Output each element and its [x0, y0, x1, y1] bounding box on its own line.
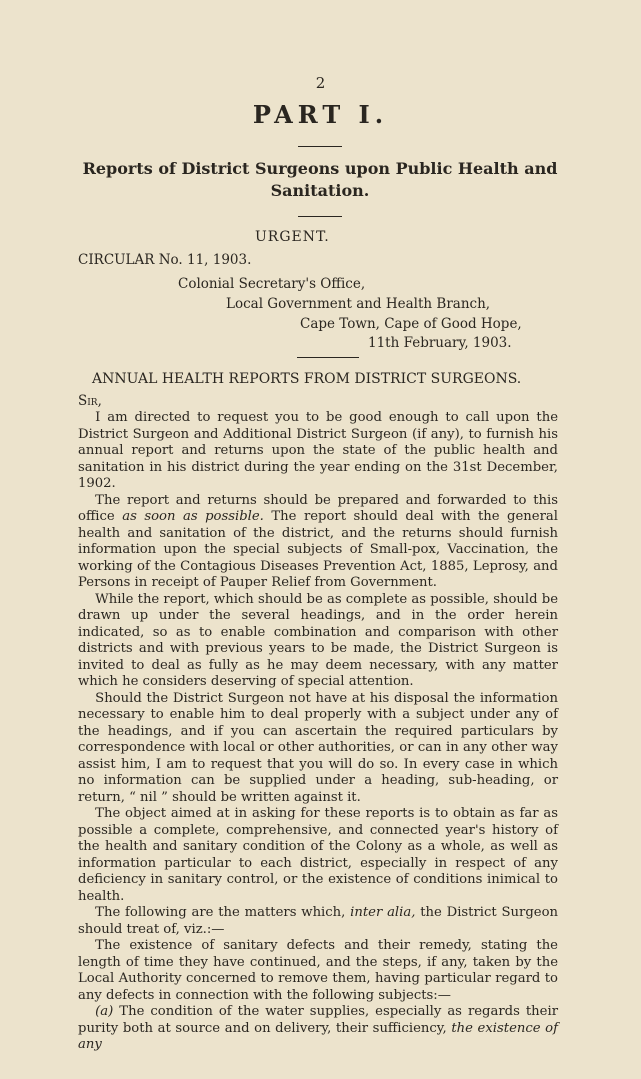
divider	[297, 357, 359, 358]
divider	[298, 216, 342, 217]
salutation: Sir,	[78, 393, 102, 409]
paragraph	[78, 905, 558, 938]
emphasis: inter alia,	[350, 905, 416, 920]
paragraph	[78, 1004, 558, 1054]
section-heading: Reports of District Surgeons upon Public Health and Sanitation.	[82, 159, 558, 200]
divider	[298, 146, 342, 147]
part-title: PART I.	[252, 100, 389, 129]
paragraph: Should the District Surgeon not have at his disposal the information necessary to enable him to deal properly with a subject under any of the headings, and if you can ascertain the required particulars by correspondence with local or other authorities, or can in any other way assist him, I am to request that you will do so. In every case in which no information can be supplied under a heading, sub-heading, or return, “ nil ” should be written against it.	[78, 690, 558, 805]
emphasis: as soon as possible.	[122, 509, 264, 524]
paragraph-text: the District Surgeon should treat of, viz.:—	[78, 905, 558, 937]
address-line: Local Government and Health Branch,	[226, 296, 491, 312]
page-number: 2	[315, 74, 326, 92]
emphasis: the existence of any	[78, 1020, 558, 1052]
paragraph-text: The report and returns should be prepared and forwarded to this office	[78, 492, 558, 524]
list-label: (a)	[95, 1004, 114, 1019]
letter-body	[78, 410, 558, 1054]
address-line: Cape Town, Cape of Good Hope,	[300, 316, 522, 332]
paragraph: The existence of sanitary defects and their remedy, stating the length of time they have continued, and the steps, if any, taken by the Local Authority concerned to remove them, having particular regard to any defects in connection with the following subjects:—	[78, 938, 558, 1003]
paragraph: The object aimed at in asking for these reports is to obtain as far as possible a complete, comprehensive, and connected year's history of the health and sanitary condition of the Colony as a whole, as well as information particular to each district, especially in respect of any deficiency in sanitary control, or the existence of conditions inimical to health.	[78, 806, 558, 904]
circular-number: CIRCULAR No. 11, 1903.	[78, 252, 252, 268]
address-date: 11th February, 1903.	[368, 335, 512, 351]
paragraph-text: The following are the matters which,	[95, 905, 351, 920]
urgent-label: URGENT.	[255, 229, 330, 245]
paragraph-text: The report should deal with the general health and sanitation of the district, and the returns should furnish information upon the special subjects of Small-pox, Vaccination, the working of the Contagious Diseases Prevention Act, 1885, Leprosy, and Persons in receipt of Pauper Relief from Government.	[78, 509, 558, 590]
paragraph	[78, 493, 558, 592]
address-line: Colonial Secretary's Office,	[178, 276, 366, 292]
letter-title: ANNUAL HEALTH REPORTS FROM DISTRICT SURGEONS.	[92, 371, 522, 387]
paragraph: I am directed to request you to be good enough to call upon the District Surgeon and Additional District Surgeon (if any), to furnish his annual report and returns upon the state of the public health and sanitation in his district during the year ending on the 31st December, 1902.	[78, 410, 558, 491]
paragraph-text: The condition of the water supplies, especially as regards their purity both at source and on delivery, their sufficiency,	[78, 1004, 558, 1036]
paragraph: While the report, which should be as complete as possible, should be drawn up under the several headings, and in the order herein indicated, so as to enable combination and comparison with other districts and with previous years to be made, the District Surgeon is invited to deal as fully as he may deem necessary, with any matter which he considers deserving of special attention.	[78, 591, 558, 689]
